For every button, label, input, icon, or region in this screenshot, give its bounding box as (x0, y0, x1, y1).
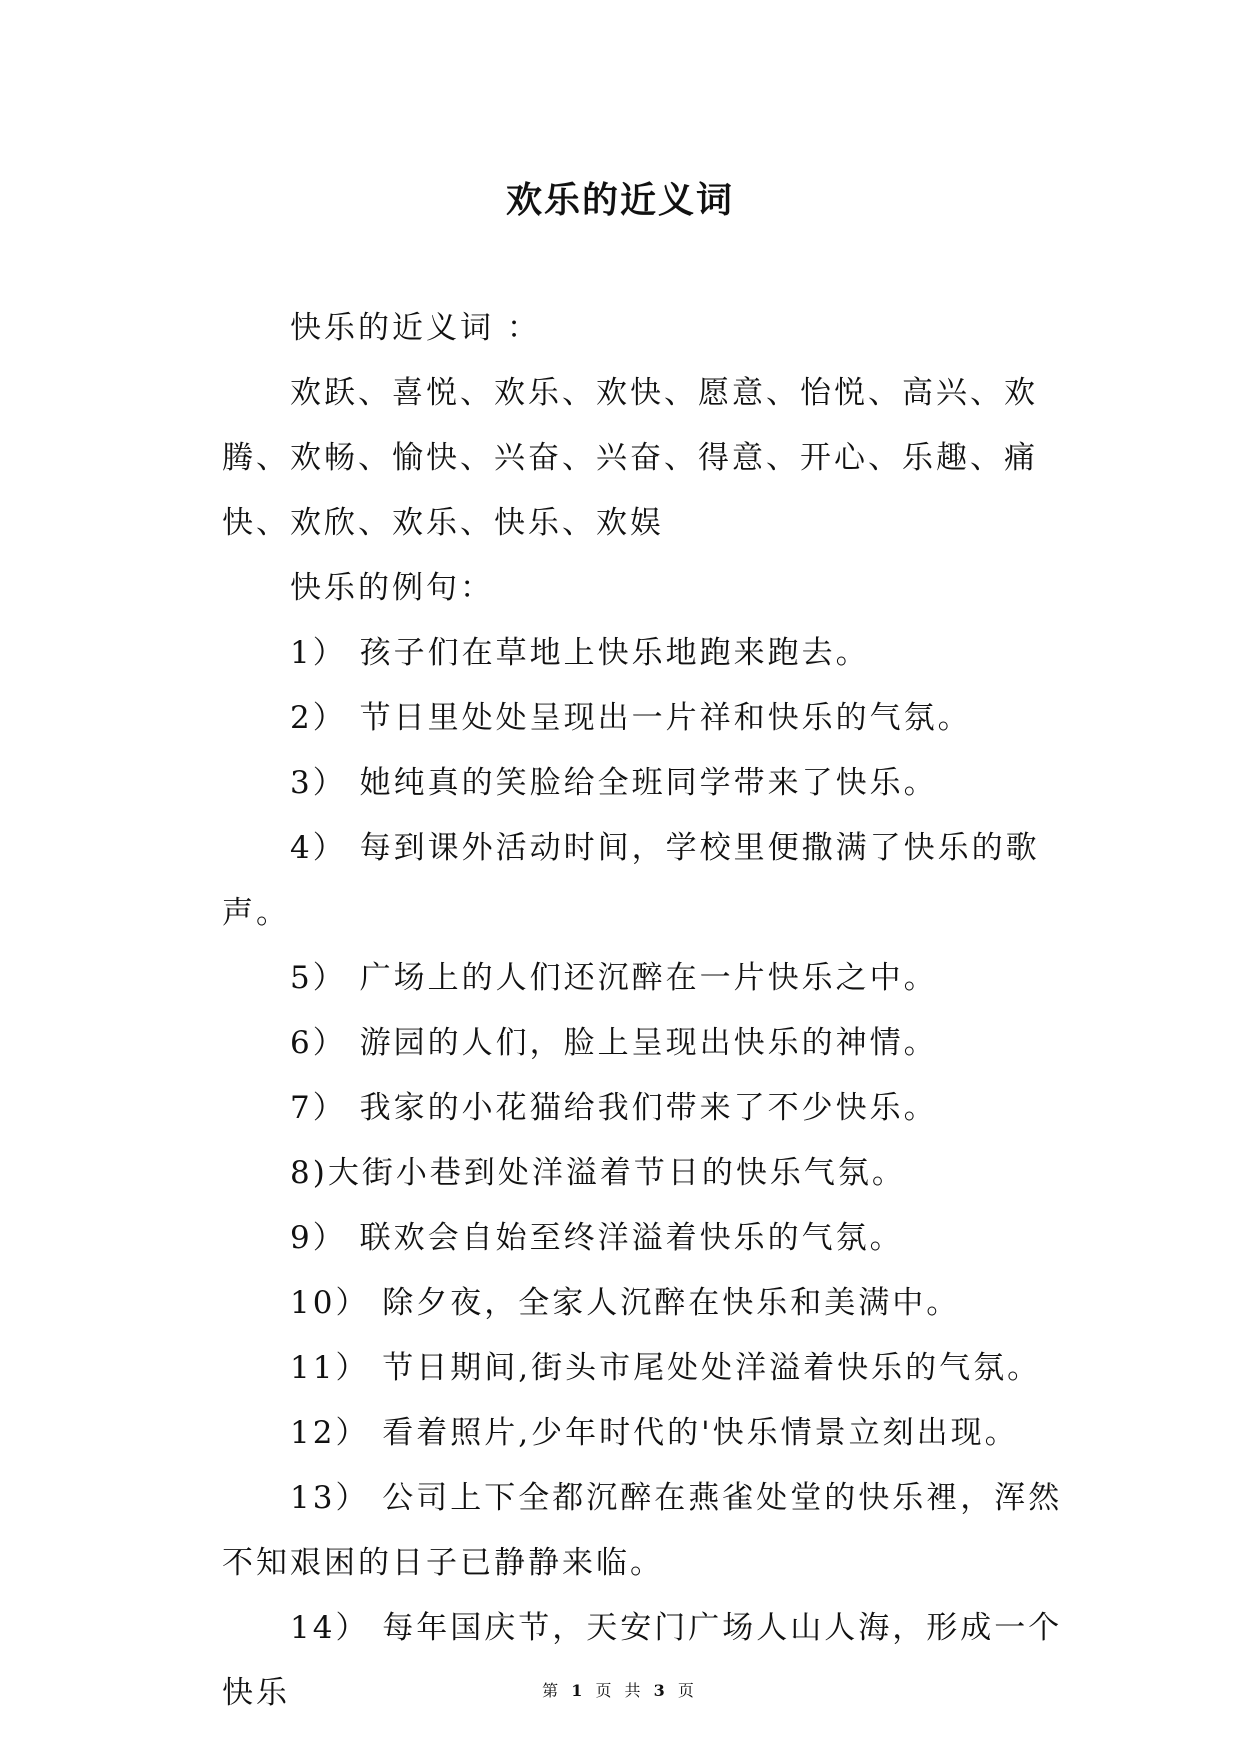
example-sentence: 14） 每年国庆节，天安门广场人山人海，形成一个快乐 (222, 1610, 1063, 1711)
example-sentence: 11） 节日期间,街头市尾处处洋溢着快乐的气氛。 (290, 1350, 1042, 1386)
example-sentence: 7） 我家的小花猫给我们带来了不少快乐。 (290, 1090, 938, 1126)
footer-current-page: 1 (571, 1681, 587, 1700)
document-body (222, 296, 1082, 1726)
document-title: 欢乐的近义词 (505, 179, 734, 221)
synonym-heading: 快乐的近义词 ： (290, 310, 541, 346)
example-sentence: 3） 她纯真的笑脸给全班同学带来了快乐。 (290, 765, 938, 801)
synonym-list: 欢跃、喜悦、欢乐、欢快、愿意、怡悦、高兴、欢腾、欢畅、愉快、兴奋、兴奋、得意、开心、乐趣、痛快、欢欣、欢乐、快乐、欢娱 (222, 375, 1038, 541)
example-sentence: 10） 除夕夜，全家人沉醉在快乐和美满中。 (290, 1285, 961, 1321)
footer-total-pages: 3 (653, 1681, 669, 1700)
example-sentence: 8)大街小巷到处洋溢着节日的快乐气氛。 (290, 1155, 906, 1191)
footer-suffix: 页 (677, 1681, 698, 1700)
example-sentence: 1） 孩子们在草地上快乐地跑来跑去。 (290, 635, 870, 671)
example-sentence: 2） 节日里处处呈现出一片祥和快乐的气氛。 (290, 700, 972, 736)
example-sentence: 5） 广场上的人们还沉醉在一片快乐之中。 (290, 960, 938, 996)
footer-middle: 页 共 (595, 1681, 645, 1700)
example-sentence: 12） 看着照片,少年时代的'快乐情景立刻出现。 (290, 1415, 1019, 1451)
example-sentence: 4） 每到课外活动时间，学校里便撒满了快乐的歌声。 (222, 830, 1040, 931)
example-sentence: 9） 联欢会自始至终洋溢着快乐的气氛。 (290, 1220, 904, 1256)
page-footer (0, 1678, 1240, 1701)
example-sentence: 13） 公司上下全都沉醉在燕雀处堂的快乐裡，浑然不知艰困的日子已静静来临。 (222, 1480, 1063, 1581)
example-sentence: 6） 游园的人们，脸上呈现出快乐的神情。 (290, 1025, 938, 1061)
examples-heading: 快乐的例句： (290, 570, 494, 606)
footer-prefix: 第 (542, 1681, 563, 1700)
